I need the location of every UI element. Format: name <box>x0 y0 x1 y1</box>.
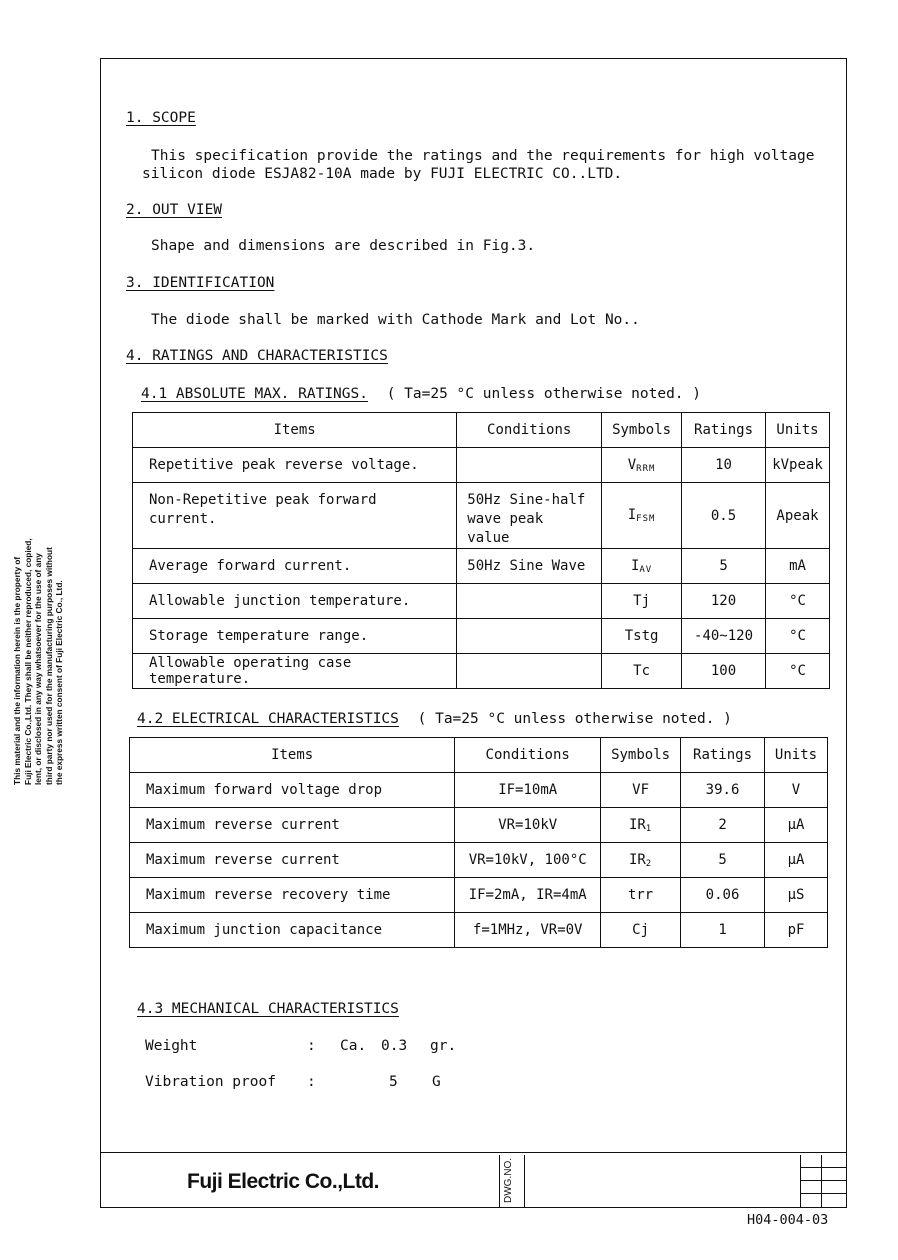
col-header-conditions: Conditions <box>457 413 602 448</box>
rating-cell: 0.06 <box>681 878 765 913</box>
col-header-conditions: Conditions <box>455 738 601 773</box>
item-cell: Average forward current. <box>133 549 457 584</box>
rating-cell: 5 <box>682 549 766 584</box>
symbol-main: I <box>630 557 640 574</box>
confidentiality-line: third party nor used for the manufacturing purposes without <box>43 547 54 785</box>
item-cell: Maximum reverse current <box>130 808 455 843</box>
table-row <box>130 913 828 948</box>
drawing-number-box <box>499 1155 525 1208</box>
electrical-heading: 4.2 ELECTRICAL CHARACTERISTICS <box>137 711 399 727</box>
col-header-items: Items <box>133 413 457 448</box>
item-cell: Storage temperature range. <box>133 619 457 654</box>
identification-heading: 3. IDENTIFICATION <box>126 275 275 291</box>
symbol-cell: trr <box>601 878 681 913</box>
item-cell: Maximum reverse recovery time <box>130 878 455 913</box>
outview-text: Shape and dimensions are described in Fig.3. <box>151 238 536 254</box>
rating-cell: 10 <box>682 448 766 483</box>
scope-text-line-1: This specification provide the ratings and the requirements for high voltage <box>151 148 815 164</box>
confidentiality-line: Fuji Electric Co.,Ltd. They shall be neither reproduced, copied, <box>22 538 33 785</box>
scope-heading: 1. SCOPE <box>126 110 196 126</box>
col-header-symbols: Symbols <box>601 738 681 773</box>
rating-cell: 100 <box>682 654 766 689</box>
rating-cell: -40~120 <box>682 619 766 654</box>
table-row <box>130 878 828 913</box>
table-row <box>133 448 830 483</box>
symbol-cell <box>601 843 681 878</box>
symbol-cell <box>601 808 681 843</box>
symbol-subscript: 2 <box>645 858 653 869</box>
condition-cell <box>457 619 602 654</box>
company-logo: Fuji Electric Co.,Ltd. <box>187 1170 380 1193</box>
symbol-cell: Tc <box>602 654 682 689</box>
item-cell: Maximum forward voltage drop <box>130 773 455 808</box>
weight-unit: gr. <box>430 1038 457 1054</box>
col-header-ratings: Ratings <box>681 738 765 773</box>
symbol-cell: VF <box>601 773 681 808</box>
item-cell: Maximum reverse current <box>130 843 455 878</box>
item-cell: Non-Repetitive peak forward current. <box>133 483 457 549</box>
abs-max-table <box>132 412 830 689</box>
weight-label: Weight <box>145 1038 198 1054</box>
abs-max-heading: 4.1 ABSOLUTE MAX. RATINGS. <box>141 386 368 402</box>
symbol-main: I <box>627 507 637 523</box>
col-header-symbols: Symbols <box>602 413 682 448</box>
symbol-cell: Tj <box>602 584 682 619</box>
vibration-value: 5 <box>389 1074 398 1090</box>
vibration-label: Vibration proof <box>145 1074 276 1090</box>
unit-cell: μS <box>765 878 828 913</box>
outview-heading: 2. OUT VIEW <box>126 202 223 218</box>
symbol-subscript: FSM <box>636 514 656 524</box>
table-row <box>130 843 828 878</box>
unit-cell: kVpeak <box>766 448 830 483</box>
item-cell: Maximum junction capacitance <box>130 913 455 948</box>
unit-cell: μA <box>765 843 828 878</box>
condition-cell <box>457 448 602 483</box>
condition-cell: VR=10kV, 100°C <box>455 843 601 878</box>
unit-cell: mA <box>766 549 830 584</box>
symbol-subscript: AV <box>639 564 653 575</box>
condition-line: 50Hz Sine-half <box>467 492 586 508</box>
table-row <box>130 808 828 843</box>
item-cell: Repetitive peak reverse voltage. <box>133 448 457 483</box>
confidentiality-line: the express written consent of Fuji Electric Co., Ltd. <box>54 580 64 785</box>
symbol-main: V <box>627 456 637 473</box>
rating-cell: 0.5 <box>682 483 766 549</box>
vibration-colon: : <box>307 1074 316 1090</box>
unit-cell: °C <box>766 619 830 654</box>
condition-cell: f=1MHz, VR=0V <box>455 913 601 948</box>
condition-cell <box>457 483 602 549</box>
vibration-unit: G <box>432 1074 441 1090</box>
drawing-number-label: DWG.NO. <box>503 1158 514 1203</box>
confidentiality-line: This material and the information herein is the property of <box>12 556 22 785</box>
rating-cell: 39.6 <box>681 773 765 808</box>
unit-cell: V <box>765 773 828 808</box>
electrical-note: ( Ta=25 °C unless otherwise noted. ) <box>417 711 732 727</box>
unit-cell: pF <box>765 913 828 948</box>
col-header-units: Units <box>766 413 830 448</box>
item-cell: Allowable operating case temperature. <box>133 654 457 689</box>
table-row <box>133 549 830 584</box>
symbol-subscript: 1 <box>645 823 653 834</box>
document-number: H04-004-03 <box>747 1212 829 1228</box>
table-header-row <box>133 413 830 448</box>
table-row <box>130 773 828 808</box>
table-row <box>133 483 830 549</box>
revision-grid <box>800 1155 847 1208</box>
weight-value: 0.3 <box>381 1038 408 1054</box>
abs-max-title <box>141 386 701 402</box>
item-cell: Allowable junction temperature. <box>133 584 457 619</box>
electrical-title <box>137 711 732 727</box>
scope-text-line-2: silicon diode ESJA82-10A made by FUJI ELECTRIC CO..LTD. <box>142 166 623 182</box>
table-row <box>133 584 830 619</box>
condition-cell: IF=10mA <box>455 773 601 808</box>
col-header-ratings: Ratings <box>682 413 766 448</box>
condition-cell: VR=10kV <box>455 808 601 843</box>
symbol-main: IR <box>628 851 646 868</box>
condition-cell: 50Hz Sine Wave <box>457 549 602 584</box>
col-header-units: Units <box>765 738 828 773</box>
table-row <box>133 619 830 654</box>
weight-prefix: Ca. <box>340 1038 367 1054</box>
rating-cell: 2 <box>681 808 765 843</box>
symbol-subscript: RRM <box>636 463 656 474</box>
condition-cell <box>457 584 602 619</box>
symbol-cell <box>602 483 682 549</box>
symbol-main: IR <box>628 816 646 833</box>
confidentiality-note <box>12 538 65 785</box>
confidentiality-line: lent, or disclosed in any way whatsoever for the use of any <box>33 553 43 785</box>
condition-line: wave peak value <box>467 511 544 546</box>
col-header-items: Items <box>130 738 455 773</box>
unit-cell: μA <box>765 808 828 843</box>
unit-cell: Apeak <box>766 483 830 549</box>
unit-cell: °C <box>766 654 830 689</box>
symbol-cell <box>602 448 682 483</box>
table-row <box>133 654 830 689</box>
ratings-heading: 4. RATINGS AND CHARACTERISTICS <box>126 348 388 364</box>
electrical-table <box>129 737 828 948</box>
condition-cell <box>457 654 602 689</box>
condition-cell: IF=2mA, IR=4mA <box>455 878 601 913</box>
rating-cell: 5 <box>681 843 765 878</box>
symbol-cell: Cj <box>601 913 681 948</box>
symbol-cell: Tstg <box>602 619 682 654</box>
rating-cell: 1 <box>681 913 765 948</box>
unit-cell: °C <box>766 584 830 619</box>
table-header-row <box>130 738 828 773</box>
weight-colon: : <box>307 1038 316 1054</box>
rating-cell: 120 <box>682 584 766 619</box>
mechanical-heading: 4.3 MECHANICAL CHARACTERISTICS <box>137 1001 399 1017</box>
abs-max-note: ( Ta=25 °C unless otherwise noted. ) <box>386 386 701 402</box>
symbol-cell <box>602 549 682 584</box>
identification-text: The diode shall be marked with Cathode Mark and Lot No.. <box>151 312 640 328</box>
